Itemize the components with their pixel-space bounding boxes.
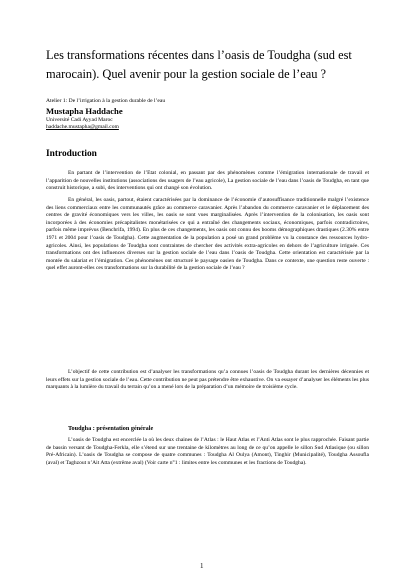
page-number: 1 [200,562,204,570]
subsection-heading: Toudgha : présentation générale [68,425,154,432]
author-email-link[interactable]: haddache.mustapha@gmail.com [46,124,119,130]
paper-title: Les transformations récentes dans l’oasis de Toudgha (sud est marocain). Quel avenir pour la gestion sociale de l’eau ? [46,48,352,81]
paragraph-text: En partant de l’intervention de l’Etat colonial, en passant par des phénomènes comme l’émigration internationale de travail et l’apparition de nouvelles institutions (associations des usagers de l’eau agricole), La gestion sociale de l’eau dans l’oasis de Toudgha, en tant que construit historique, a subi, des interventions qui ont changé son évolution. [46,170,369,192]
paragraph-text: L’oasis de Toudgha est encerclée la où les deux chaines de l’Atlas : le Haut Atlas et l’Anti Atlas sont le plus rapprochée. Faisant partie de bassin versant de Toudgha-Ferkla, elle s’étend sur une trentaine de kilomètres au long de ce qu’on appelle le sillon Sud Atlasique (ou sillon Pré-Africain). L’oasis de Toudgha se compose de quatre communes : Toudgha Al Oulya (Amont), Tinghir (Municipalité), Toudgha Assoufla (aval) et Taghzout n’Ait Atta (extrême aval) (Voir carte n°1 : limites entre les communes et les fractions de Toudgha). [46,437,369,466]
author-affiliation: Université Cadi Ayyad Maroc [46,117,113,123]
workshop-label: Atelier 1: De l’irrigation à la gestion durable de l’eau [46,98,166,104]
subsection-paragraph [46,437,369,467]
intro-paragraph-1 [46,170,369,193]
section-heading-introduction: Introduction [46,149,97,159]
author-name: Mustapha Haddache [46,106,123,116]
paragraph-text: En général, les oasis, partout, étaient caractérisées par la dominance de l’économie d’autosuffisance traditionnelle malgré l’existence des liens commerciaux entre les communautés grâce au commerce caravanier. Après l’abandon du commerce caravanier et le déplacement des centres de gravité économiques vers les villes, les oasis se sont vues marginalisées. Après l’intervention de la colonisation, les oasis sont incorporées à des économies précapitalistes monétarisées ce qui a entraîné des changements sociaux, économiques, parfois contradictoires, parfois même imprévus (Benchrifa, 1994). En plus de ces changements, les oasis ont connu des booms démographiques drastiques (2.30% entre 1971 et 2004 pour l’oasis de Toudgha). Cette augmentation de la population a posé un grand problème vu la constance des ressources hydro-agricoles. Ainsi, les populations de Toudgha sont contraintes de chercher des activités extra-agricoles en dehors de l’agriculture irriguée. Ces transformations ont des influences diverses sur la gestion sociale de l’eau dans l’oasis de Toudgha. Cette orientation est caractérisée par la montée du salariat et l’émigration. Ces phénomènes ont structuré le paysage oasien de Toudgha. Dans ce contexte, une question reste ouverte : quel effet auront-elles ces transformations sur la durabilité de la gestion sociale de l’eau ? [46,197,369,272]
intro-paragraph-3 [46,369,369,392]
intro-paragraph-2 [46,197,369,273]
paragraph-text: L’objectif de cette contribution est d’analyser les transformations qu’a connues l’oasis de Toudgha durant les dernières décennies et leurs effets sur la gestion sociale de l’eau. Cette contribution ne peut pas prétendre être exhaustive. On va essayer d’analyser les éléments les plus marquants à la lumière du travail du terrain qu’on a mené lors de la préparation d’un mémoire de troisième cycle. [46,369,369,391]
